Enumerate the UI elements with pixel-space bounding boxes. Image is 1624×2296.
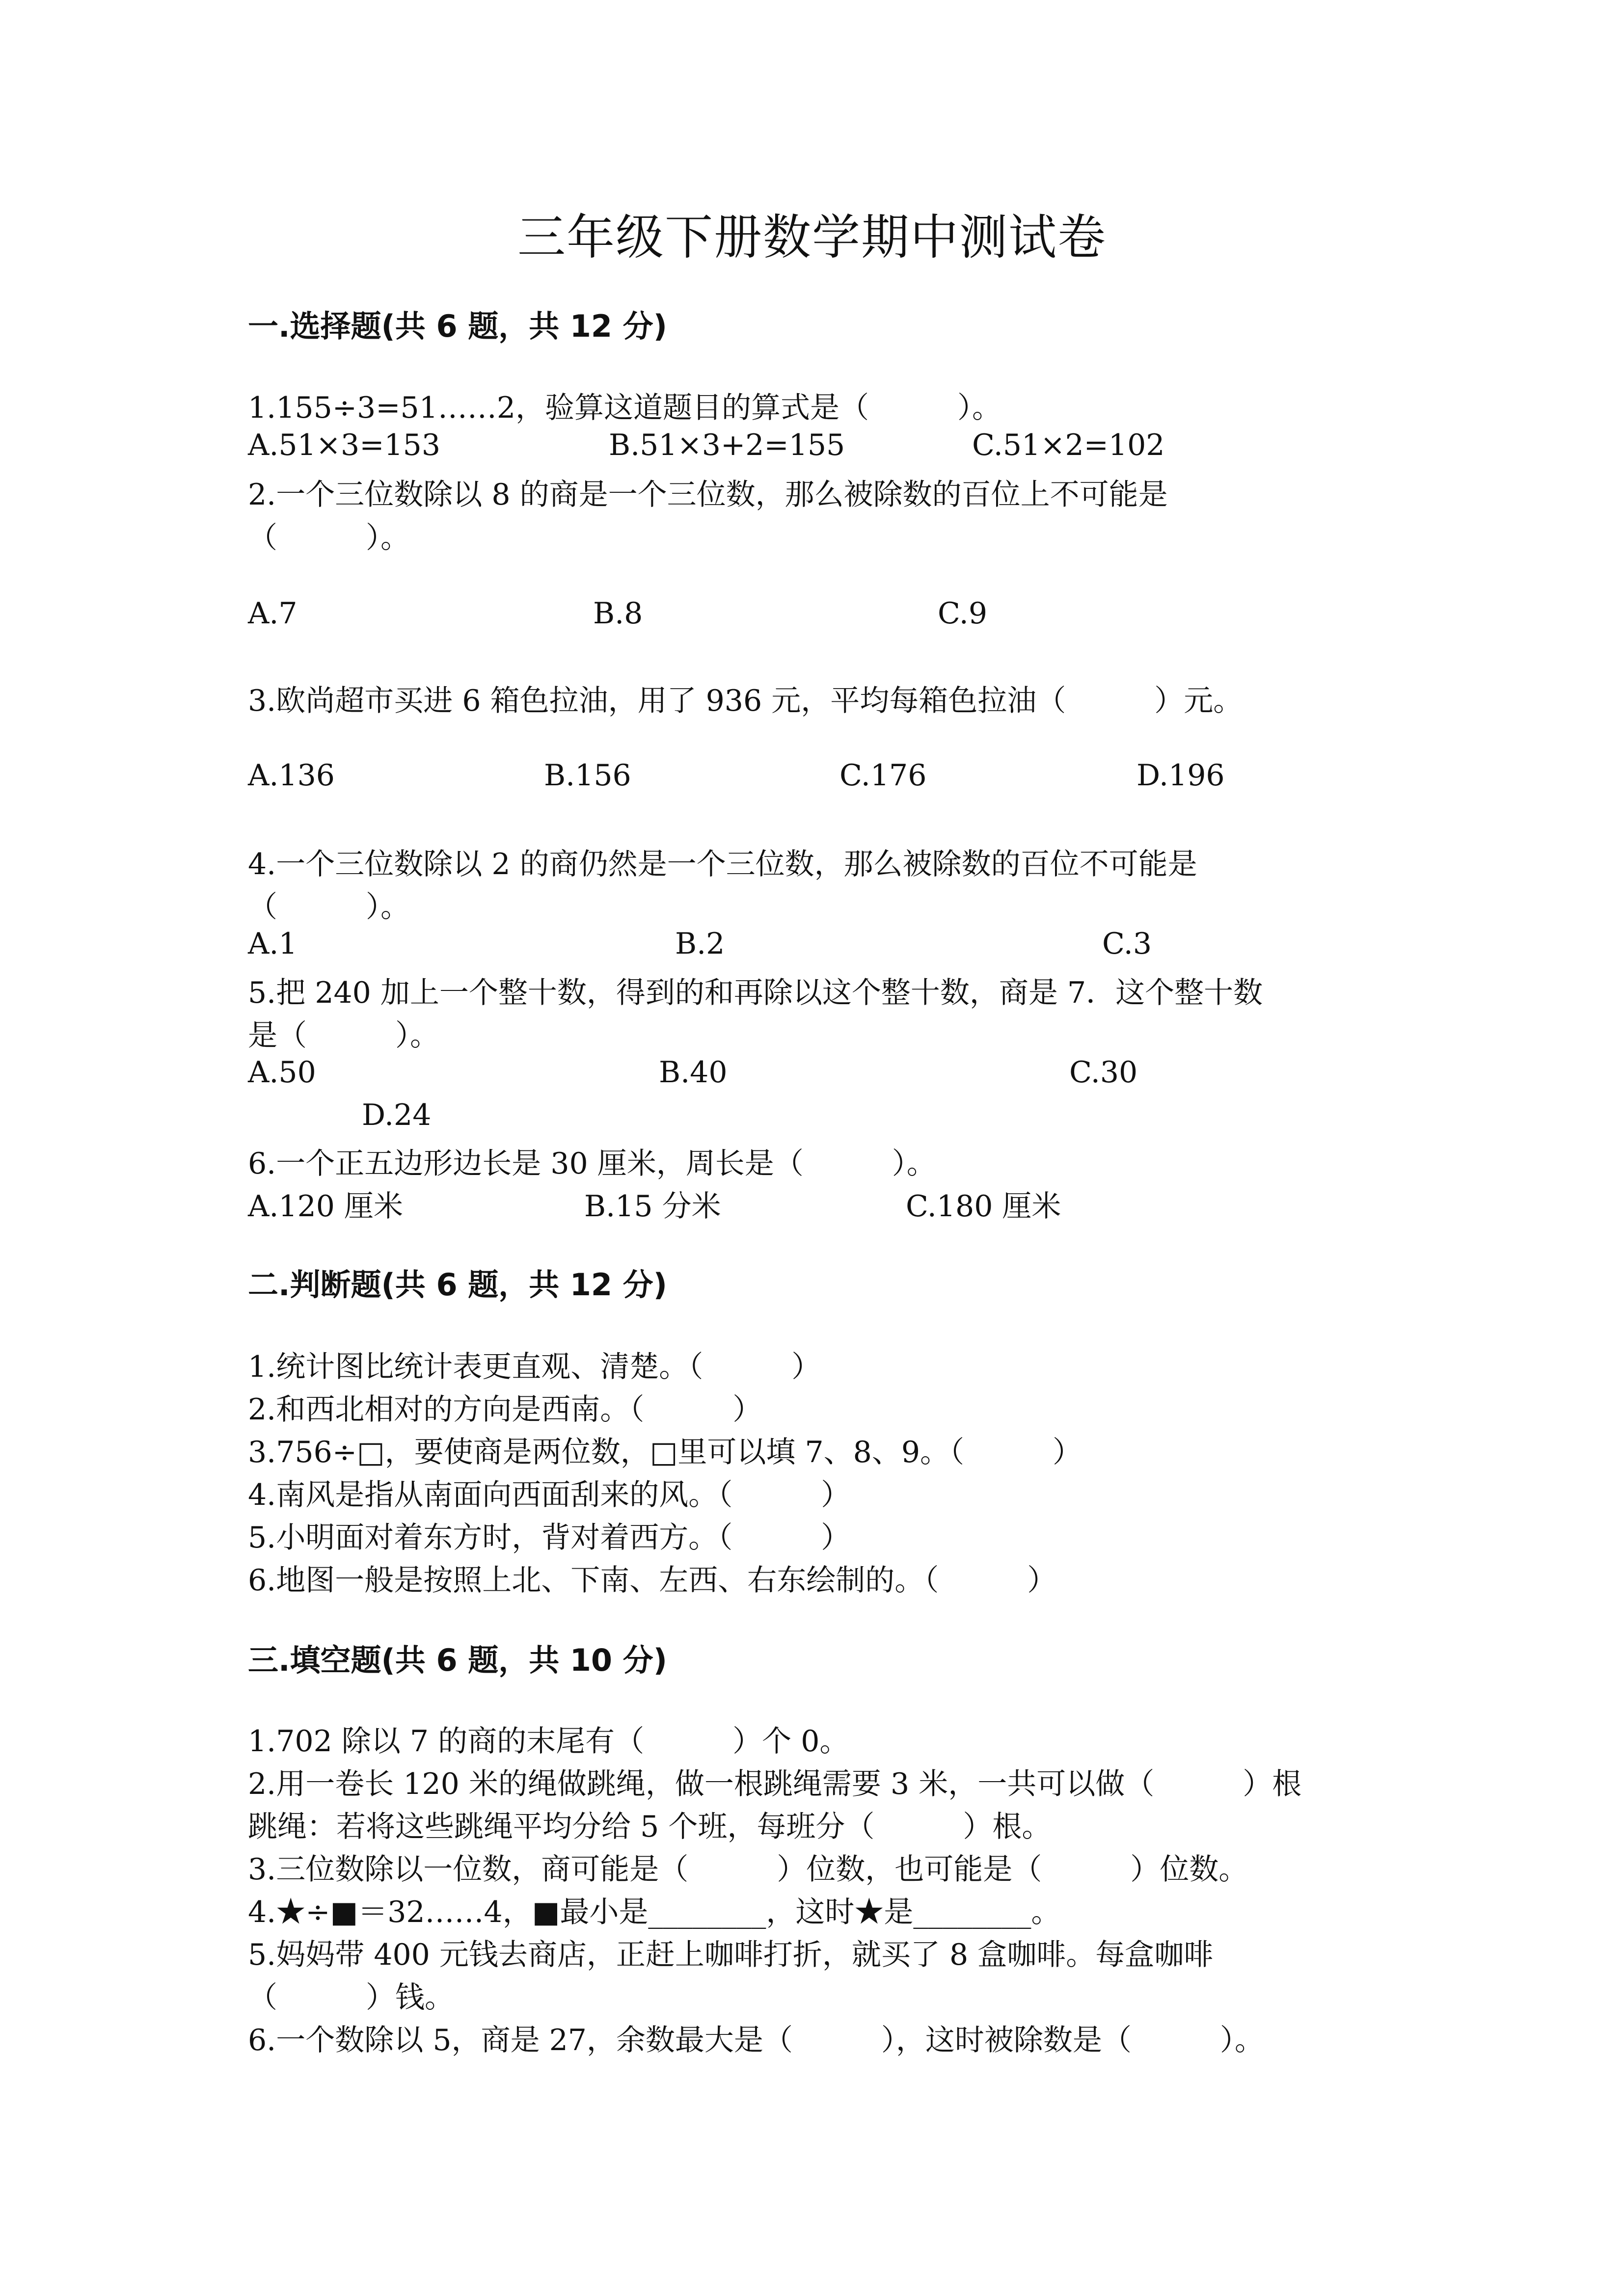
fill-item-3: 3.三位数除以一位数，商可能是（ ）位数，也可能是（ ）位数。 [248, 1852, 1248, 1887]
section-2-title: 二.判断题(共 6 题，共 12 分) [248, 1267, 667, 1303]
option-1-3-d: D.196 [1137, 758, 1225, 793]
question-1-2-line-1: 2.一个三位数除以 8 的商是一个三位数，那么被除数的百位上不可能是 [248, 478, 1168, 512]
question-1-6: 6.一个正五边形边长是 30 厘米，周长是（ ）。 [248, 1147, 936, 1181]
option-1-1-a: A.51×3=153 [248, 428, 440, 462]
option-1-3-a: A.136 [248, 758, 335, 793]
option-1-1-b: B.51×3+2=155 [609, 428, 845, 462]
option-1-2-a: A.7 [248, 596, 298, 631]
option-1-4-b: B.2 [675, 927, 725, 961]
page-title: 三年级下册数学期中测试卷 [517, 210, 1107, 266]
question-1-5-line-1: 5.把 240 加上一个整十数，得到的和再除以这个整十数，商是 7．这个整十数 [248, 976, 1263, 1010]
option-1-3-c: C.176 [839, 758, 927, 793]
judgement-item-1: 1.统计图比统计表更直观、清楚。（ ） [248, 1350, 821, 1384]
question-1-4-line-1: 4.一个三位数除以 2 的商仍然是一个三位数，那么被除数的百位不可能是 [248, 847, 1197, 881]
option-1-4-c: C.3 [1102, 927, 1152, 961]
fill-item-1: 1.702 除以 7 的商的末尾有（ ）个 0。 [248, 1724, 849, 1759]
question-1-1: 1.155÷3=51……2，验算这道题目的算式是（ ）。 [248, 391, 1002, 425]
option-1-6-a: A.120 厘米 [248, 1189, 403, 1224]
section-1-title: 一.选择题(共 6 题，共 12 分) [248, 308, 667, 344]
fill-item-2-line-1: 2.用一卷长 120 米的绳做跳绳，做一根跳绳需要 3 米，一共可以做（ ）根 [248, 1767, 1302, 1801]
option-1-5-d: D.24 [362, 1098, 432, 1132]
option-1-6-b: B.15 分米 [584, 1189, 721, 1224]
question-1-5-line-2: 是（ ）。 [248, 1018, 439, 1053]
option-1-5-a: A.50 [248, 1055, 316, 1090]
judgement-item-5: 5.小明面对着东方时，背对着西方。（ ） [248, 1521, 851, 1555]
judgement-item-6: 6.地图一般是按照上北、下南、左西、右东绘制的。（ ） [248, 1563, 1057, 1598]
fill-item-6: 6.一个数除以 5，商是 27，余数最大是（ ），这时被除数是（ ）。 [248, 2023, 1264, 2057]
fill-item-5-line-2: （ ）钱。 [248, 1980, 454, 2015]
option-1-5-b: B.40 [659, 1055, 728, 1090]
option-1-3-b: B.156 [544, 758, 631, 793]
question-1-4-line-2: （ ）。 [248, 890, 410, 924]
option-1-4-a: A.1 [248, 927, 298, 961]
question-1-2-line-2: （ ）。 [248, 521, 410, 555]
judgement-item-4: 4.南风是指从南面向西面刮来的风。（ ） [248, 1478, 851, 1512]
option-1-2-c: C.9 [938, 596, 988, 631]
section-3-title: 三.填空题(共 6 题，共 10 分) [248, 1642, 667, 1678]
fill-item-5-line-1: 5.妈妈带 400 元钱去商店，正赶上咖啡打折，就买了 8 盒咖啡。每盒咖啡 [248, 1938, 1214, 1972]
option-1-2-b: B.8 [593, 596, 643, 631]
option-1-1-c: C.51×2=102 [972, 428, 1165, 462]
fill-item-2-line-2: 跳绳：若将这些跳绳平均分给 5 个班，每班分（ ）根。 [248, 1810, 1052, 1844]
option-1-5-c: C.30 [1069, 1055, 1138, 1090]
fill-item-4: 4.★÷■＝32……4，■最小是________，这时★是________。 [248, 1895, 1061, 1929]
option-1-6-c: C.180 厘米 [906, 1189, 1061, 1224]
question-1-3: 3.欧尚超市买进 6 箱色拉油，用了 936 元，平均每箱色拉油（ ）元。 [248, 684, 1243, 718]
judgement-item-2: 2.和西北相对的方向是西南。（ ） [248, 1392, 762, 1427]
judgement-item-3: 3.756÷□，要使商是两位数，□里可以填 7、8、9。（ ） [248, 1435, 1083, 1469]
